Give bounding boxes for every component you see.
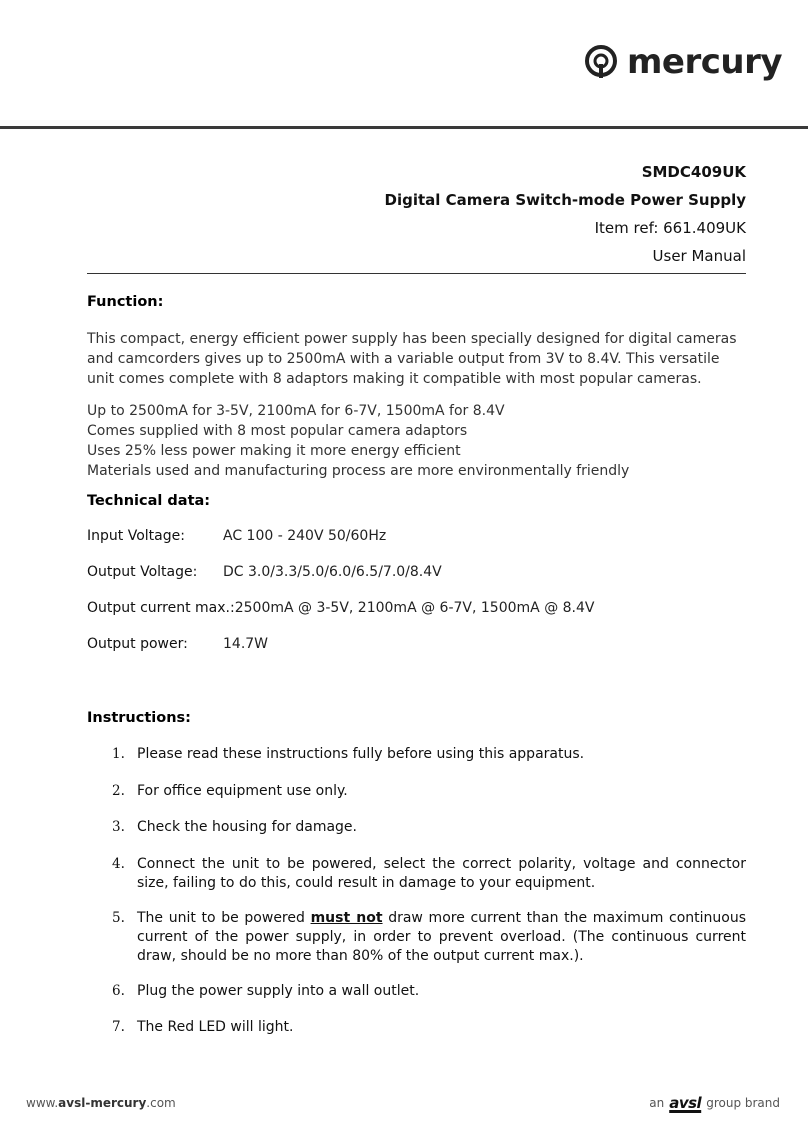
tech-value: 14.7W: [223, 636, 269, 652]
tech-label: Input Voltage:: [87, 528, 185, 544]
feature-list: [87, 401, 747, 481]
instruction-text-post: draw more current than the maximum continuous current of the power supply, in order to prevent overload. (The continuous current draw, should be no more than 80% of the output current max.).: [137, 910, 747, 964]
instruction-text: [137, 909, 746, 966]
avsl-logo: avsl: [669, 1094, 702, 1112]
list-item: Materials used and manufacturing process are more environmentally friendly: [87, 463, 630, 479]
list-item: Uses 25% less power making it more energy efficient: [87, 443, 461, 459]
instruction-text: Plug the power supply into a wall outlet.: [137, 983, 420, 999]
url-prefix: www.: [26, 1096, 59, 1110]
item-ref: Item ref: 661.409UK: [594, 219, 746, 237]
instruction-item: [112, 982, 746, 1001]
instruction-item: [112, 818, 746, 837]
model-number: SMDC409UK: [641, 163, 746, 181]
logo-text: mercury: [626, 42, 782, 82]
function-paragraph: This compact, energy efficient power supply has been specially designed for digital cameras and camcorders gives up to 2500mA with a variable output from 3V to 8.4V. This versatile unit comes complete with 8 adaptors making it compatible with most popular cameras.: [87, 331, 737, 387]
tech-row-input-voltage: [87, 528, 386, 544]
mercury-logo: [583, 44, 782, 80]
instruction-number: 2.: [112, 783, 125, 799]
brand-post: group brand: [706, 1096, 780, 1110]
instruction-item: [112, 782, 746, 801]
header-divider: [87, 273, 746, 274]
tech-label: Output current max.:: [87, 600, 235, 616]
instruction-emphasis: must not: [310, 910, 383, 926]
instruction-text: For office equipment use only.: [137, 783, 348, 799]
instruction-text: Check the housing for damage.: [137, 819, 357, 835]
instruction-number: 1.: [112, 746, 125, 762]
instruction-item: [112, 745, 746, 764]
tech-value: AC 100 - 240V 50/60Hz: [223, 528, 387, 544]
brand-pre: an: [649, 1096, 665, 1110]
tech-value: DC 3.0/3.3/5.0/6.0/6.5/7.0/8.4V: [223, 564, 442, 580]
instruction-item: [112, 855, 746, 893]
technical-heading: Technical data:: [87, 493, 211, 509]
tech-row-output-current: [87, 600, 594, 616]
instruction-item: [112, 909, 746, 966]
instruction-number: 6.: [112, 983, 125, 999]
instruction-number: 5.: [112, 910, 125, 926]
instruction-text: Connect the unit to be powered, select the correct polarity, voltage and connector size, failing to do this, could result in damage to your equipment.: [137, 856, 746, 891]
list-item: Up to 2500mA for 3-5V, 2100mA for 6-7V, 1500mA for 8.4V: [87, 403, 505, 419]
tech-label: Output Voltage:: [87, 564, 198, 580]
instruction-number: 3.: [112, 819, 125, 835]
top-divider: [0, 126, 808, 129]
list-item: Comes supplied with 8 most popular camera adaptors: [87, 423, 468, 439]
instruction-text-pre: The unit to be powered: [137, 910, 311, 926]
instruction-text: The Red LED will light.: [137, 1019, 294, 1035]
tech-label: Output power:: [87, 636, 188, 652]
url-domain: avsl-mercury: [58, 1096, 147, 1110]
function-heading: Function:: [87, 294, 164, 310]
instruction-text: Please read these instructions fully before using this apparatus.: [137, 746, 585, 762]
instruction-number: 4.: [112, 856, 125, 872]
tech-row-output-power: [87, 636, 268, 652]
mercury-logo-icon: [583, 44, 619, 80]
url-suffix: .com: [146, 1096, 176, 1110]
tech-row-output-voltage: [87, 564, 442, 580]
product-title: Digital Camera Switch-mode Power Supply: [384, 191, 746, 209]
footer-brand: [649, 1094, 780, 1112]
instruction-number: 7.: [112, 1019, 125, 1035]
instructions-heading: Instructions:: [87, 710, 191, 726]
footer-url[interactable]: [26, 1096, 176, 1110]
tech-value: 2500mA @ 3-5V, 2100mA @ 6-7V, 1500mA @ 8.4V: [234, 600, 595, 616]
document-type: User Manual: [652, 247, 746, 265]
instruction-item: [112, 1018, 746, 1037]
